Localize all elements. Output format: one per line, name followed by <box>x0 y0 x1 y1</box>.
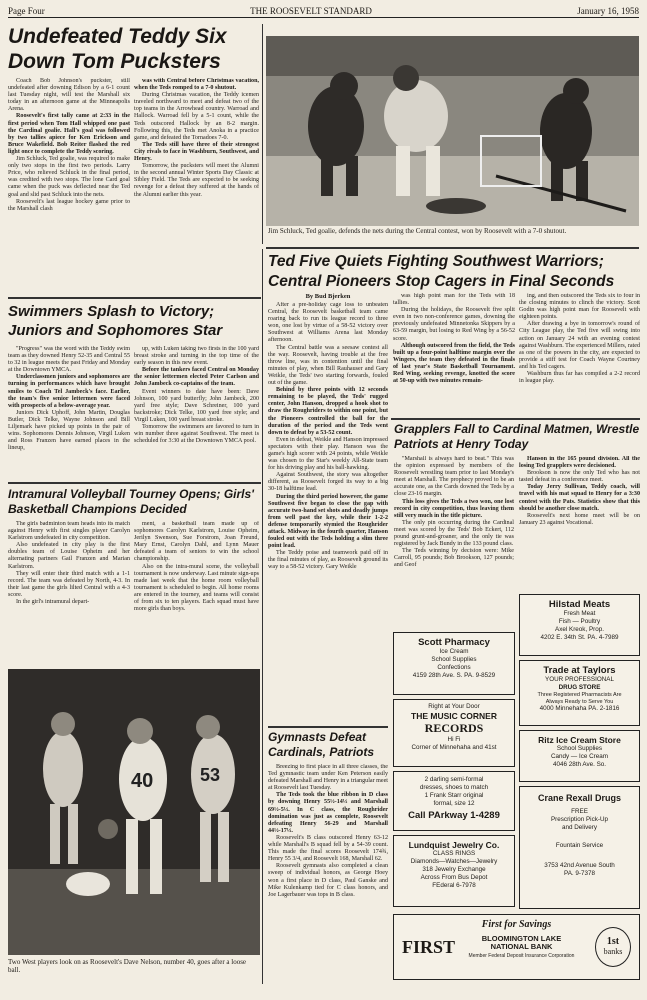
basketball-photo <box>8 669 260 955</box>
swim-col2: up, with Luken taking two firsts in the 100 yard breast stroke and turning in the top time of the early season in this new event. Before the tankers faced Central on Monday the senior lettermen elected Peter Carlson and John Jambeck co-captains of the team. Event winners to date have been: Dave Johnson, 100 yard butterfly; John Jambeck, 200 yard free style; Dave Schreiner, 100 yard backstroke; Dick Telke, 100 yard free style; and Virgil Luken, 100 yard breast stroke. Tomorrow the swimmers are favored to turn in win number three against Southwest. The meet is scheduled for 3:30 at the Downtown YMCA pool. <box>134 346 259 445</box>
wrestling-headline: Grapplers Fall to Cardinal Matmen, Wrestle Patriots at Henry Today <box>394 422 640 451</box>
hockey-headline: Undefeated Teddy Six Down Tom Pucksters <box>8 25 227 73</box>
hockey-photo-caption: Jim Schluck, Ted goalie, defends the nets during the Central contest, won by Roosevelt with a 7-0 shutout. <box>268 227 567 235</box>
swim-headline: Swimmers Splash to Victory; Juniors and Sophomores Star <box>8 303 223 339</box>
bank-logo-icon: 1st banks <box>595 927 631 967</box>
hockey-photo <box>266 36 639 226</box>
jersey-number-53: 53 <box>200 765 221 785</box>
ad-crane-rexall: Crane Rexall Drugs FREE Prescription Pick-Up and Delivery Fountain Service 3753 42nd Avenue South PA. 9-7378 <box>519 786 640 909</box>
ad-lundquist-jewelry: Lundquist Jewelry Co. CLASS RINGS Diamonds—Watches—Jewelry 318 Jewelry Exchange Across From Bus Depot FEderal 6-7978 <box>393 835 515 907</box>
basketball-photo-caption: Two West players look on as Roosevelt's Dave Nelson, number 40, goes after a loose ball. <box>8 958 247 974</box>
masthead <box>8 6 639 18</box>
swim-col1: "Progress" was the word with the Teddy swim team as they downed Henry 52-35 and Central 55 to 32 in league meets the past Friday and Monday at the Downtown YMCA. Underclassmen juniors and sophomores are turning in performances which have brought smiles to Coach Tel Jambeck's face. Earlier, the team's five senior lettermen were faced with prospects of a below-average year. Juniors Dick Uphoff, John Martin, Douglas Butler, Dick Telke, Wayne Johnson and Bill Liljemark have picked up points in the pair of wins. Sophomores Dennis Johnson, Virgil Luken and Ross Franzen have earned places in the lineup, <box>8 346 130 452</box>
hockey-photo-image <box>266 36 639 226</box>
jersey-number-40: 40 <box>131 770 154 792</box>
hockey-col2: was with Central before Christmas vacation, when the Teds romped to a 7-0 shutout. During Christmas vacation, the Teddy icemen traveled northward to meet and defeat two of the top teams in the Arrowhead country. Warroad and Hallock. Warroad fell by a 5-1 count, while the Teds outscored Hallock by an 8-2 margin. Following this, the Teds met Anoka in a practice game, and defeated the Tornadoes 7-0. The Teds still have three of their strongest City rivals to face in Washburn, Southwest, and Henry. Tomorrow, the pucksters will meet the Alumni in the second annual Winter Sports Day Classic at Sibley Field. The Teds are expected to be seeking revenge for a defeat they suffered at the hands of the Alumni earlier this year. <box>134 78 259 198</box>
volleyball-headline: Intramural Volleyball Tourney Opens; Girls' Basketball Champions Decided <box>8 487 255 516</box>
page-number: Page Four <box>8 6 45 16</box>
ad-ritz-ice-cream: Ritz Ice Cream Store School Supplies Candy — Ice Cream 4046 28th Ave. So. <box>519 730 640 782</box>
basketball-col2: was high point man for the Teds with 18 tallies. During the holidays, the Roosevelt five split even in two non-conference games, downing the previously undefeated Minnetonka Skippers by a 63-59 margin, but losing to Red Wing by a 56-52 score. Although outscored from the field, the Teds built up a four-point halftime margin over the Wingers, the team they defeated in the finals of last year's State Basketball Tournament. Red Wing, seeking revenge, knotted the score at 50-up with two minutes remain- <box>393 293 515 385</box>
ad-taylors-drug: Trade at Taylors YOUR PROFESSIONAL DRUG STORE Three Registered Pharmacists Are Always Ready to Serve You 4000 Minnehaha PA. 2-1816 <box>519 660 640 726</box>
hockey-col1: Coach Bob Johnson's puckster, still undefeated after downing Edison by a 6-1 count last Tuesday night, will test the Marshall six today in an afternoon game at the Minneapolis Arena. Roosevelt's first tally came at 2:33 in the first period when Tom Hall whipped one past the Cardinal goalie. Hall's goal was followed by two tallies apiece for Ken Erickson and Bruce Wakefield. Bob Reiter flashed the red light once to complete the Teddy scoring. Jim Schluck, Ted goalie, was required to make only two stops in the first two periods. Larry Price, who relieved Schluck in the final period, was credited with two stops. The lone Card goal came when the puck was deflected near the Ted goal and slid past Schluck into the nets. Roosevelt's last league hockey game prior to the Marshall clash <box>8 78 130 212</box>
gymnastics-col: Breezing to first place in all three classes, the Ted gymnastic team under Ken Peterson easily defeated Marshall and Henry in a triangular meet at Roosevelt last Tuesday. The Teds took the blue ribbon in D class by downing Henry 55½-14½ and Marshall 69½-5½. In C class, the Roughrider domination was just as complete, Roosevelt defeating Henry 56-29 and Marshall 44½-17½. Roosevelt's B class outscored Henry 63-12 while Marshall's B squad fell by a 54-39 count. This made the final scores Roosevelt 174¾, Henry 55 3/4, and Roosevelt 168, Marshall 62. Roosevelt gymnasts also completed a clean sweep of individual honors, as George Hoey won a first place in D class, Paul Ganske and Mike Kulenkamp tied for C class honors, and Joe Lagerbauer was tops in B class. <box>268 764 388 898</box>
ad-music-corner: Right at Your Door THE MUSIC CORNER RECORDS Hi Fi Corner of Minnehaha and 41st <box>393 699 515 767</box>
issue-date: January 16, 1958 <box>577 6 639 16</box>
newspaper-page <box>6 4 641 994</box>
ad-hilstad-meats: Hilstad Meats Fresh Meat Fish — Poultry Axel Kreok, Prop. 4202 E. 34th St. PA. 4-7989 <box>519 594 640 656</box>
volleyball-col2: ment, a basketball team made up of sophomores Carolyn Karlstrom, Louise Opheim, Jerilyn Swenson, Sue Forstrom, Joan Freund, Mary Ernst, Carolyn Dahl, and Lynn Mauer defeated a team of seniors to win the school championship. Also on the intra-mural scene, the volleyball tournament is now underway. Last minute sign-ups made last week that the home room volleyball tournament is scheduled to begin. All home rooms are entered in the tourney, and teams will consist of from six to ten players. Each squad must have more girls than boys. <box>134 521 259 613</box>
basketball-byline: By Bud Bjerken <box>305 293 351 300</box>
bank-first-word: FIRST <box>402 937 456 957</box>
ad-dresses: 2 darling semi-formal dresses, shoes to match 1 Frank Starr original formal, size 12 Call PArkway 1-4289 <box>393 771 515 831</box>
basketball-col1: After a pre-holiday cage loss to unbeaten Central, the Roosevelt basketball team came roaring back to run its league record to three won, one lost by virtue of a 58-52 victory over Southwest at Williams Arena last Monday afternoon. The Central battle was a seesaw contest all the way. Roosevelt, having trouble at the free throw line, was in contention until the final minutes of play, when Bill Rauhauser and Gary Weikle, the Teds' two starting forwards, fouled out of the game. Behind by three points with 12 seconds remaining to be played, the Teds' rugged center, John Hanson, dropped a hook shot to draw the Roughriders to within one point, but the Pioneers controlled the ball for the duration of the period and the Teds went down to defeat by a 53-52 count. Even in defeat, Weikle and Hanson impressed spectators with their play. Hanson was the game's high scorer with 24 points, while Weikle was chosen to the Star's weekly All-State team for his driving play and his ball-hawking. Against Southwest, the story was altogether different, as Roosevelt forged its way to a big 30-18 halftime lead. During the third period however, the game Southwest five began to close the gap with accurate two-hand set shots and deadly jumps from well past the key, while their 1-2-2 defense temporarily stymied the Roughrider attack. Midway in the fourth quarter, Hanson fouled out with the Teds holding a slim three point lead. The Teddy poise and teamwork paid off in the final minutes of play, as Roosevelt ground its way to a 58-52 victory. Gary Weikle <box>268 302 388 571</box>
volleyball-col1: The girls badminton team heads into its match against Henry with first singles player Carolyn Karlstrom undefeated in city competition. Also undefeated in city play is the first doubles team of Louise Opheim and her alternating partners Gail Franzen and Marian Karlstrom. They will enter their third match with a 1-1 record. The team was defeated by North, 4-3. In their last game the girls lilted Central with a 4-3 score. In the girl's intramural depart- <box>8 521 130 606</box>
basketball-col3: ing, and then outscored the Teds six to four in the closing minutes to clinch the victory. Scott Godin was high point man for Roosevelt with eighteen points. After drawing a bye in tomorrow's round of City League play, the Ted five will swing into action on January 24 with an evening contest against Washburn. The experienced Millers, rated as one of the powers in the city, are expected to provide a stiff test for Coach Wayne Courtney and his Ted cagers. Washburn thus far has compiled a 2-2 record in league play. <box>519 293 640 385</box>
basketball-photo-image <box>8 669 260 955</box>
basketball-headline: Ted Five Quiets Fighting Southwest Warriors; Central Pioneers Stop Cagers in Final Seconds <box>268 253 615 290</box>
paper-name: THE ROOSEVELT STANDARD <box>250 6 372 16</box>
ad-scott-pharmacy: Scott Pharmacy Ice Cream School Supplies Confections 4159 28th Ave. S. PA. 9-8529 <box>393 632 515 695</box>
wrestling-col1: "Marshall is always hard to beat." This was the opinion expressed by members of the Roosevelt wrestling team prior to last Monday's meet at Marshall. The prophecy proved to be an accurate one, as the Cards downed the Teds by a close 23-16 margin. This loss gives the Teds a two won, one lost record in city competition, thus leaving them still very much in the title picture. The only pin occurring during the Cardinal meet was scored by the Teds' Bob Eckert, 112 pound grunt-and-groaner, and the only tie was registered by Jack Bundy in the 133 pound class. The Teds winning by decision were: Mike Carroll, 95 pounds; Bob Brookson, 127 pounds; and Geof <box>394 456 514 569</box>
wrestling-col2: Hanson in the 165 pound division. All the losing Ted grapplers were decisioned. Brookson is now the only Ted who has not tasted defeat in a conference meet. Today Jerry Sullivan, Teddy coach, will travel with his mat squad to Henry for a 3:30 contest with the Pats. Statistics show that this should be another close match. Roosevelt's next home meet will be on January 23 against Vocational. <box>519 456 640 526</box>
ad-first-bank: First for Savings FIRST BLOOMINGTON LAKE NATIONAL BANK Member Federal Deposit Insurance Corporation 1st banks <box>393 914 640 980</box>
gymnastics-headline: Gymnasts Defeat Cardinals, Patriots <box>268 730 375 759</box>
